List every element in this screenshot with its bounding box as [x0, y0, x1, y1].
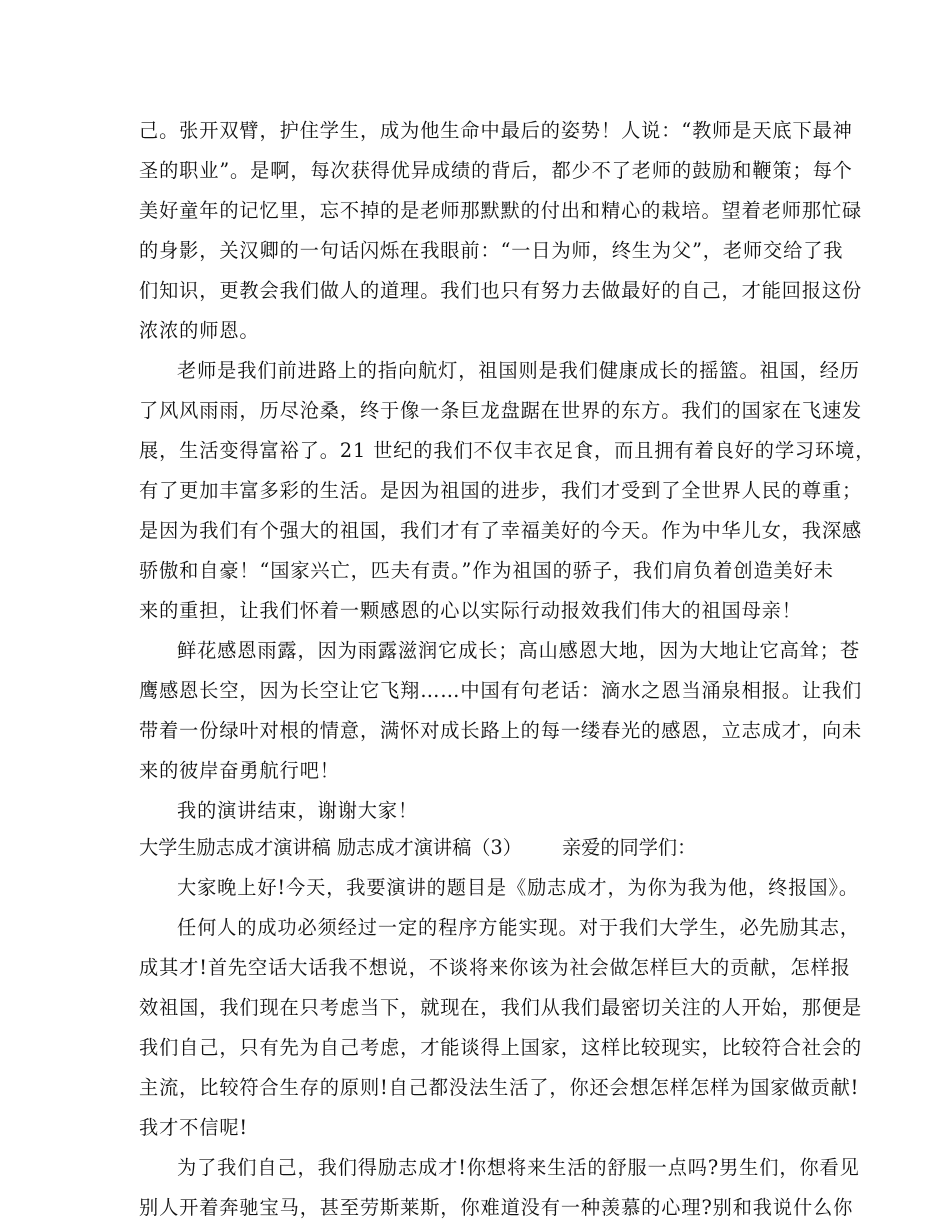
paragraph-first-line [0, 868, 950, 908]
section-heading-line [0, 828, 950, 868]
paragraph-first-line [0, 908, 950, 948]
text-line-content: 鹰感恩长空，因为长空让它飞翔……中国有句老话：滴水之恩当涌泉相报。让我们 [139, 679, 863, 702]
text-line-content: 成其才!首先空话大话我不想说，不谈将来你该为社会做怎样巨大的贡献，怎样报 [139, 956, 851, 979]
text-line-content: 展，生活变得富裕了。21 世纪的我们不仅丰衣足食，而且拥有着良好的学习环境， [139, 439, 876, 462]
text-line-content: 别人开着奔驰宝马，甚至劳斯莱斯，你难道没有一种羡慕的心理?别和我说什么你 [139, 1196, 854, 1219]
text-line-content: 效祖国，我们现在只考虑当下，就现在，我们从我们最密切关注的人开始，那便是 [139, 996, 863, 1019]
text-line [0, 431, 950, 471]
text-line [0, 591, 950, 631]
text-line [0, 151, 950, 191]
text-line-content: 圣的职业”。是啊，每次获得优异成绩的背后，都少不了老师的鼓励和鞭策；每个 [139, 159, 853, 182]
text-line-content: 了风风雨雨，历尽沧桑，终于像一条巨龙盘踞在世界的东方。我们的国家在飞速发 [139, 399, 863, 422]
text-line [0, 511, 950, 551]
text-line-content: 我们自己，只有先为自己考虑，才能谈得上国家，这样比较现实，比较符合社会的 [139, 1036, 863, 1059]
text-line [0, 471, 950, 511]
text-line [0, 1028, 950, 1068]
text-line [0, 1068, 950, 1108]
text-line-content: 为了我们自己，我们得励志成才!你想将来生活的舒服一点吗?男生们，你看见 [177, 1156, 860, 1179]
text-line-content: 任何人的成功必须经过一定的程序方能实现。对于我们大学生，必先励其志， [177, 916, 860, 939]
text-line [0, 671, 950, 711]
text-line [0, 1188, 950, 1228]
paragraph-first-line [0, 351, 950, 391]
text-line [0, 1108, 950, 1148]
text-line-content: 老师是我们前进路上的指向航灯，祖国则是我们健康成长的摇篮。祖国，经历 [177, 359, 860, 382]
text-line [0, 191, 950, 231]
text-line-content: 浓浓的师恩。 [139, 319, 260, 342]
text-line-content: 我才不信呢! [139, 1116, 249, 1139]
text-line-content: 我的演讲结束，谢谢大家！ [177, 799, 419, 822]
text-line-content: 主流，比较符合生存的原则!自己都没法生活了，你还会想怎样怎样为国家做贡献! [139, 1076, 860, 1099]
text-line-content: 鲜花感恩雨露，因为雨露滋润它成长；高山感恩大地，因为大地让它高耸；苍 [177, 639, 860, 662]
text-line [0, 948, 950, 988]
text-line [0, 111, 950, 151]
text-line [0, 711, 950, 751]
text-line-content: 来的彼岸奋勇航行吧！ [139, 759, 340, 782]
paragraph-first-line [0, 631, 950, 671]
text-line-content: 己。张开双臂，护住学生，成为他生命中最后的姿势！人说：“教师是天底下最神 [139, 119, 853, 142]
text-line-content: 是因为我们有个强大的祖国，我们才有了幸福美好的今天。作为中华儿女，我深感 [139, 519, 863, 542]
text-line-content: 大家晚上好!今天，我要演讲的题目是《励志成才，为你为我为他，终报国》。 [177, 876, 859, 899]
text-line-content: 骄傲和自豪！“国家兴亡，匹夫有责。”作为祖国的骄子，我们肩负着创造美好未 [139, 559, 834, 582]
paragraph-first-line [0, 1148, 950, 1188]
text-line-content: 的身影，关汉卿的一句话闪烁在我眼前：“一日为师，终生为父”，老师交给了我 [139, 239, 844, 262]
paragraph-first-line [0, 791, 950, 831]
text-line-content: 来的重担，让我们怀着一颗感恩的心以实际行动报效我们伟大的祖国母亲！ [139, 599, 802, 622]
text-line [0, 551, 950, 591]
text-line-content: 美好童年的记忆里，忘不掉的是老师那默默的付出和精心的栽培。望着老师那忙碌 [139, 199, 863, 222]
text-line-content: 带着一份绿叶对根的情意，满怀对成长路上的每一缕春光的感恩，立志成才，向未 [139, 719, 863, 742]
salutation: 亲爱的同学们： [562, 836, 697, 859]
text-line [0, 391, 950, 431]
text-line [0, 751, 950, 791]
text-line-content: 有了更加丰富多彩的生活。是因为祖国的进步，我们才受到了全世界人民的尊重； [139, 479, 863, 502]
text-line-content: 们知识，更教会我们做人的道理。我们也只有努力去做最好的自己，才能回报这份 [139, 279, 863, 302]
text-line [0, 311, 950, 351]
text-line [0, 231, 950, 271]
text-line [0, 271, 950, 311]
text-line [0, 988, 950, 1028]
section-heading: 大学生励志成才演讲稿 励志成才演讲稿（3） [139, 836, 522, 859]
